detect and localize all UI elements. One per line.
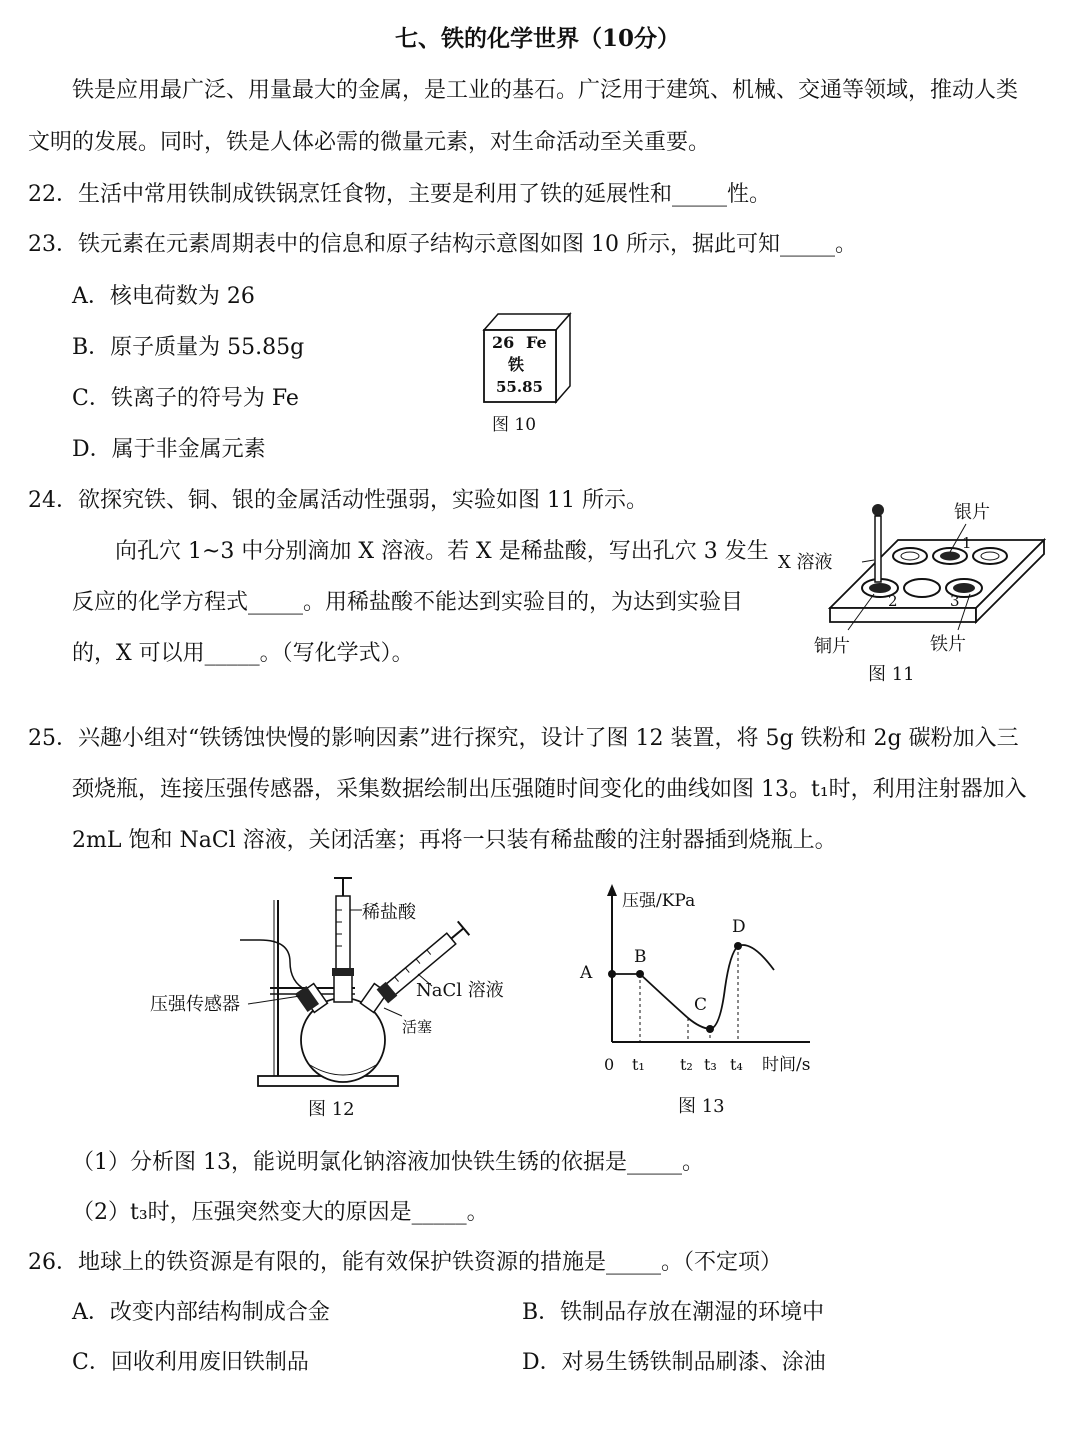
question-25-sub-2: （2）t₃时，压强突然变大的原因是_____。 bbox=[72, 1200, 489, 1225]
hole-3-label: 3 bbox=[950, 592, 960, 610]
element-symbol: Fe bbox=[526, 333, 547, 352]
element-number: 26 bbox=[492, 333, 515, 352]
tick-t3: t₃ bbox=[704, 1055, 717, 1074]
point-a-marker bbox=[608, 970, 616, 978]
label-iron: 铁片 bbox=[930, 634, 966, 655]
x-axis-label: 时间/s bbox=[762, 1055, 811, 1075]
tick-t2: t₂ bbox=[680, 1055, 693, 1074]
question-24-line-2: 反应的化学方程式_____。用稀盐酸不能达到实验目的，为达到实验目 bbox=[72, 590, 744, 615]
figure-12-caption: 图 12 bbox=[308, 1099, 355, 1120]
tick-t1: t₁ bbox=[632, 1055, 645, 1074]
figure-11-caption: 图 11 bbox=[868, 664, 915, 685]
figure-10 bbox=[470, 300, 580, 440]
question-26-option-c: C．回收利用废旧铁制品 bbox=[72, 1350, 309, 1375]
element-mass: 55.85 bbox=[496, 378, 543, 396]
question-24-stem: 24．欲探究铁、铜、银的金属活动性强弱，实验如图 11 所示。 bbox=[28, 488, 648, 513]
point-d-label: D bbox=[732, 917, 746, 937]
question-23-stem: 23．铁元素在元素周期表中的信息和原子结构示意图如图 10 所示，据此可知_____。 bbox=[28, 232, 857, 257]
tick-0: 0 bbox=[604, 1055, 615, 1074]
figure-12 bbox=[140, 870, 520, 1125]
question-23-option-b: B．原子质量为 55.85g bbox=[72, 335, 305, 360]
question-23-option-c: C．铁离子的符号为 Fe bbox=[72, 386, 299, 411]
question-25-sub-1: （1）分析图 13，能说明氯化钠溶液加快铁生锈的依据是_____。 bbox=[72, 1150, 704, 1175]
figure-10-caption: 图 10 bbox=[492, 415, 537, 435]
question-26-option-b: B．铁制品存放在潮湿的环境中 bbox=[522, 1300, 825, 1325]
intro-line-1: 铁是应用最广泛、用量最大的金属，是工业的基石。广泛用于建筑、机械、交通等领域，推动人类 bbox=[72, 78, 1019, 103]
question-25-line-2: 颈烧瓶，连接压强传感器，采集数据绘制出压强随时间变化的曲线如图 13。t₁时，利用注射器加入 bbox=[72, 777, 1027, 802]
question-25-line-1: 25．兴趣小组对“铁锈蚀快慢的影响因素”进行探究，设计了图 12 装置，将 5g 铁粉和 2g 碳粉加入三 bbox=[28, 726, 1019, 751]
hole-2-label: 2 bbox=[888, 592, 898, 610]
point-b-marker bbox=[636, 970, 644, 978]
question-22: 22．生活中常用铁制成铁锅烹饪食物，主要是利用了铁的延展性和_____性。 bbox=[28, 182, 771, 207]
point-c-marker bbox=[706, 1025, 714, 1033]
intro-line-2: 文明的发展。同时，铁是人体必需的微量元素，对生命活动至关重要。 bbox=[28, 130, 711, 155]
figure-13-caption: 图 13 bbox=[678, 1096, 725, 1117]
question-25-line-3: 2mL 饱和 NaCl 溶液，关闭活塞；再将一只装有稀盐酸的注射器插到烧瓶上。 bbox=[72, 828, 837, 853]
label-nacl: NaCl 溶液 bbox=[416, 980, 504, 1001]
tick-t4: t₄ bbox=[730, 1055, 743, 1074]
point-c-label: C bbox=[694, 995, 708, 1015]
section-title: 七、铁的化学世界（10分） bbox=[395, 25, 681, 52]
point-b-label: B bbox=[634, 947, 647, 967]
question-26-option-a: A．改变内部结构制成合金 bbox=[72, 1300, 330, 1325]
label-valve: 活塞 bbox=[402, 1018, 433, 1036]
label-pressure-sensor: 压强传感器 bbox=[150, 994, 240, 1015]
element-name: 铁 bbox=[508, 355, 525, 374]
question-26-stem: 26．地球上的铁资源是有限的，能有效保护铁资源的措施是_____。（不定项） bbox=[28, 1250, 782, 1275]
label-silver: 银片 bbox=[954, 502, 990, 523]
point-d-marker bbox=[734, 942, 742, 950]
question-26-option-d: D．对易生锈铁制品刷漆、涂油 bbox=[522, 1350, 826, 1375]
point-a-label: A bbox=[580, 963, 593, 983]
question-23-option-a: A．核电荷数为 26 bbox=[72, 284, 255, 309]
figure-13 bbox=[570, 878, 830, 1123]
hole-1-label: 1 bbox=[962, 534, 972, 552]
figure-11 bbox=[770, 490, 1060, 690]
y-axis-label: 压强/KPa bbox=[622, 891, 696, 911]
label-copper: 铜片 bbox=[814, 636, 850, 657]
label-x-solution: X 溶液 bbox=[778, 552, 833, 573]
question-24-line-1: 向孔穴 1~3 中分别滴加 X 溶液。若 X 是稀盐酸，写出孔穴 3 发生 bbox=[115, 539, 769, 564]
question-24-line-3: 的，X 可以用_____。（写化学式）。 bbox=[72, 641, 414, 666]
question-23-option-d: D．属于非金属元素 bbox=[72, 437, 266, 462]
label-hcl: 稀盐酸 bbox=[362, 902, 416, 923]
